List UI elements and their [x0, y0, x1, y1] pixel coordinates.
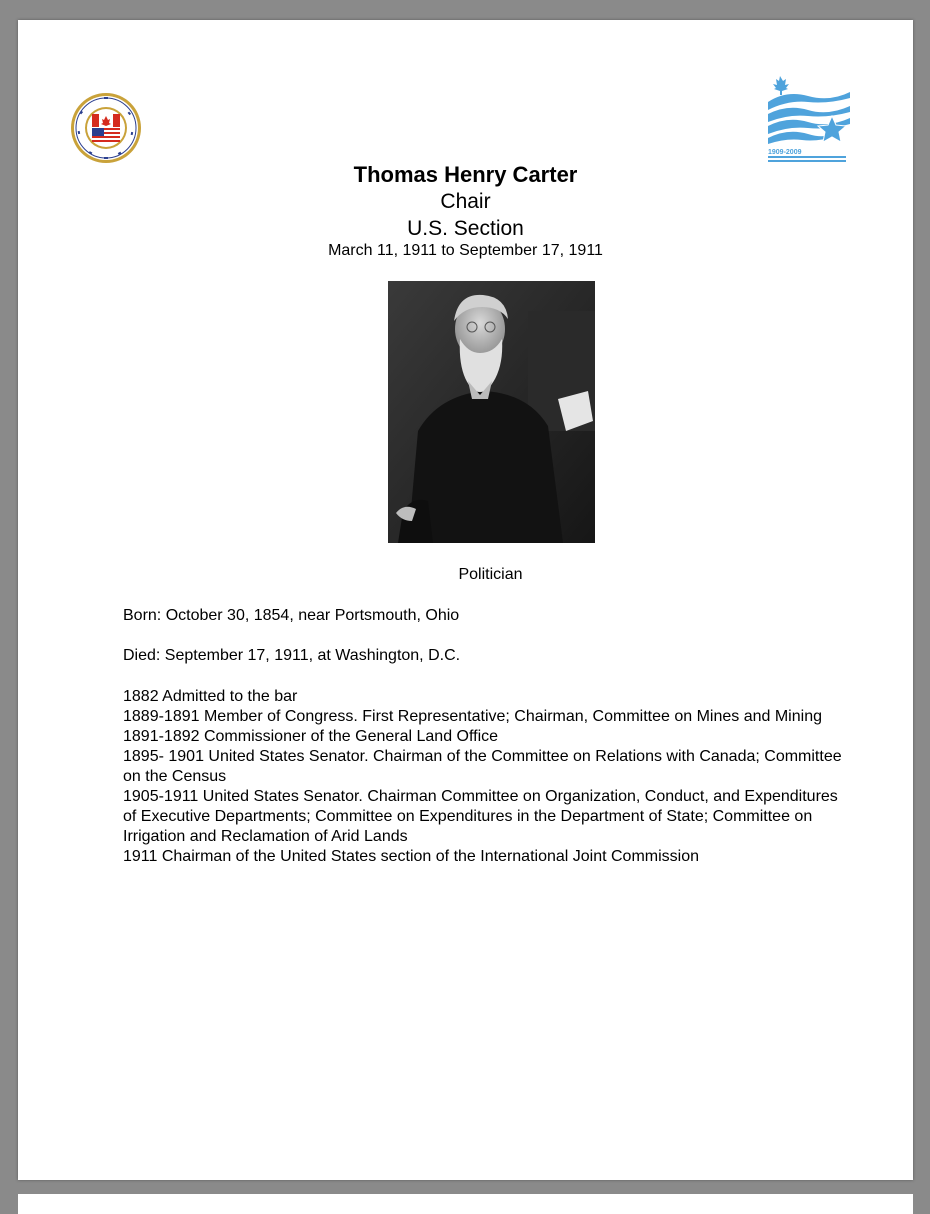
boundary-waters-treaty-centennial-logo [766, 72, 850, 164]
logo-years-label: 1909-2009 [768, 149, 802, 156]
photo-caption: Politician [458, 566, 523, 583]
career-item: 1905-1911 United States Senator. Chairman Committee on Organization, Conduct, and Expenditures of Executive Departments; Committee on Expenditures in the Department of State; Committee on Irrigation and Reclamation of Arid Lands [123, 788, 838, 845]
career-item: 1889-1891 Member of Congress. First Representative; Chairman, Committee on Mines and Mining 1891-1892 Commissioner of the General Land Office [123, 708, 822, 745]
portrait-photo [388, 281, 595, 543]
document-page [18, 20, 913, 1180]
person-name: Thomas Henry Carter [353, 162, 578, 187]
career-list [123, 687, 843, 867]
death-info: Died: September 17, 1911, at Washington, D.C. [123, 647, 461, 664]
next-page-edge [18, 1194, 913, 1214]
career-item: 1911 Chairman of the United States section of the International Joint Commission [123, 848, 700, 865]
ijc-seal-logo [70, 92, 142, 164]
career-item: 1895- 1901 United States Senator. Chairman of the Committee on Relations with Canada; Committee on the Census [123, 748, 842, 785]
term-dates: March 11, 1911 to September 17, 1911 [328, 242, 603, 259]
person-section: U.S. Section [407, 217, 524, 240]
birth-info: Born: October 30, 1854, near Portsmouth, Ohio [123, 607, 460, 624]
career-item: 1882 Admitted to the bar [123, 688, 298, 705]
person-role: Chair [440, 190, 491, 213]
